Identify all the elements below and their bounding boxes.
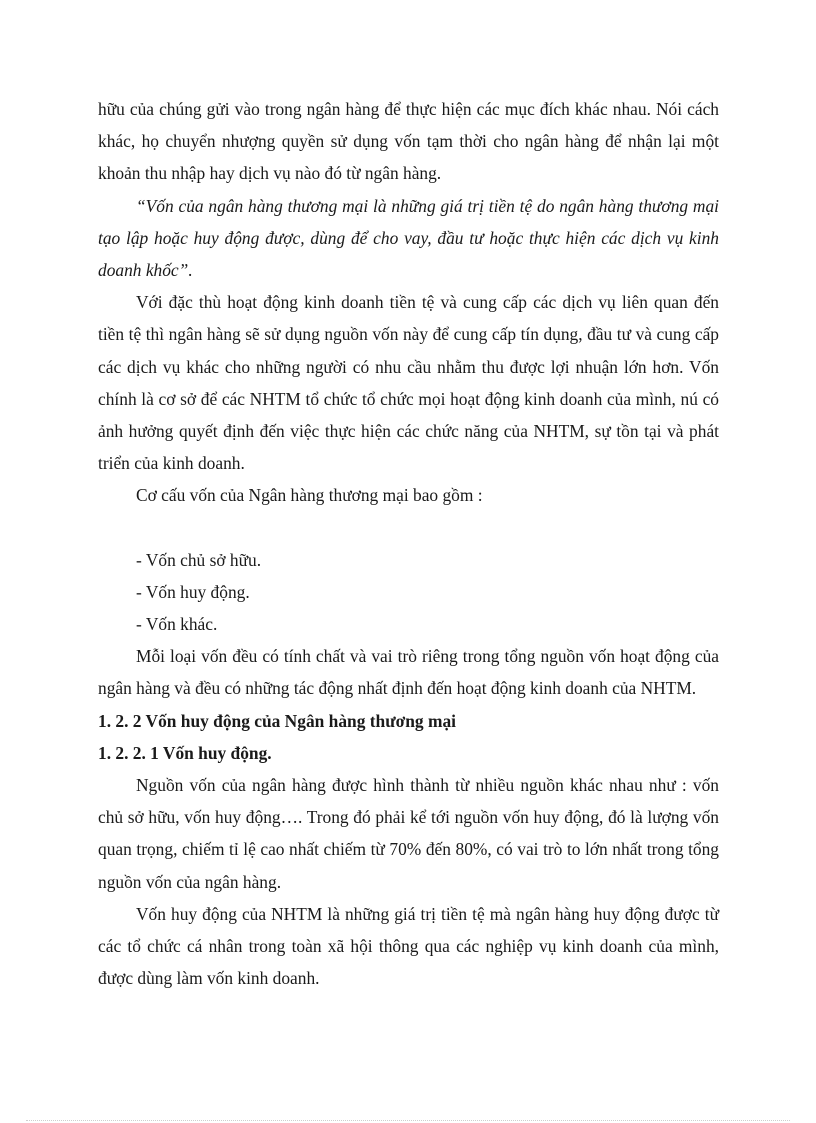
paragraph-quote-definition: “Vốn của ngân hàng thương mại là những giá trị tiền tệ do ngân hàng thương mại tạo lập hoặc huy động được, dùng để cho vay, đầu tư hoặc thực hiện các dịch vụ kinh doanh khốc”. xyxy=(98,195,719,281)
blank-line xyxy=(98,512,719,544)
page-bottom-divider xyxy=(26,1120,790,1121)
paragraph-capital-role: Với đặc thù hoạt động kinh doanh tiền tệ và cung cấp các dịch vụ liên quan đến tiền tệ thì ngân hàng sẽ sử dụng nguồn vốn này để cung cấp tín dụng, đầu tư và cung cấp các dịch vụ khác cho những người có nhu cầu nhằm thu được lợi nhuận lớn hơn. Vốn chính là cơ sở để các NHTM tổ chức tổ chức mọi hoạt động kinh doanh của mình, nú có ảnh hưởng quyết định đến việc thực hiện các chức năng của NHTM, sự tồn tại và phát triển của kinh doanh. xyxy=(98,292,719,474)
paragraph-capital-structure-intro: Cơ cấu vốn của Ngân hàng thương mại bao gồm : xyxy=(136,485,483,506)
paragraph-continuation: hữu của chúng gửi vào trong ngân hàng để thực hiện các mục đích khác nhau. Nói cách khác, họ chuyển nhượng quyền sử dụng vốn tạm thời cho ngân hàng để nhận lại một khoản thu nhập hay dịch vụ nào đó từ ngân hàng. xyxy=(98,99,719,184)
document-body xyxy=(98,93,719,994)
subsection-heading-mobilized-capital: 1. 2. 2. 1 Vốn huy động. xyxy=(98,742,272,763)
paragraph-mobilized-capital-definition: Vốn huy động của NHTM là những giá trị tiền tệ mà ngân hàng huy động được từ các tổ chức cá nhân trong toàn xã hội thông qua các nghiệp vụ kinh doanh của mình, được dùng làm vốn kinh doanh. xyxy=(98,903,719,989)
list-item-mobilized-capital: - Vốn huy động. xyxy=(136,581,250,602)
list-item-other-capital: - Vốn khác. xyxy=(136,614,218,635)
paragraph-capital-types-role: Mỗi loại vốn đều có tính chất và vai trò riêng trong tổng nguồn vốn hoạt động của ngân hàng và đều có những tác động nhất định đến hoạt động kinh doanh của NHTM. xyxy=(98,646,719,699)
list-item-equity: - Vốn chủ sở hữu. xyxy=(136,549,262,570)
paragraph-capital-sources: Nguồn vốn của ngân hàng được hình thành từ nhiều nguồn khác nhau như : vốn chủ sở hữu, vốn huy động…. Trong đó phải kể tới nguồn vốn huy động, đó là lượng vốn quan trọng, chiếm tỉ lệ cao nhất chiếm từ 70% đến 80%, có vai trò to lớn nhất trong tổng nguồn vốn của ngân hàng. xyxy=(98,775,719,892)
section-heading-mobilized-capital: 1. 2. 2 Vốn huy động của Ngân hàng thương mại xyxy=(98,710,456,731)
